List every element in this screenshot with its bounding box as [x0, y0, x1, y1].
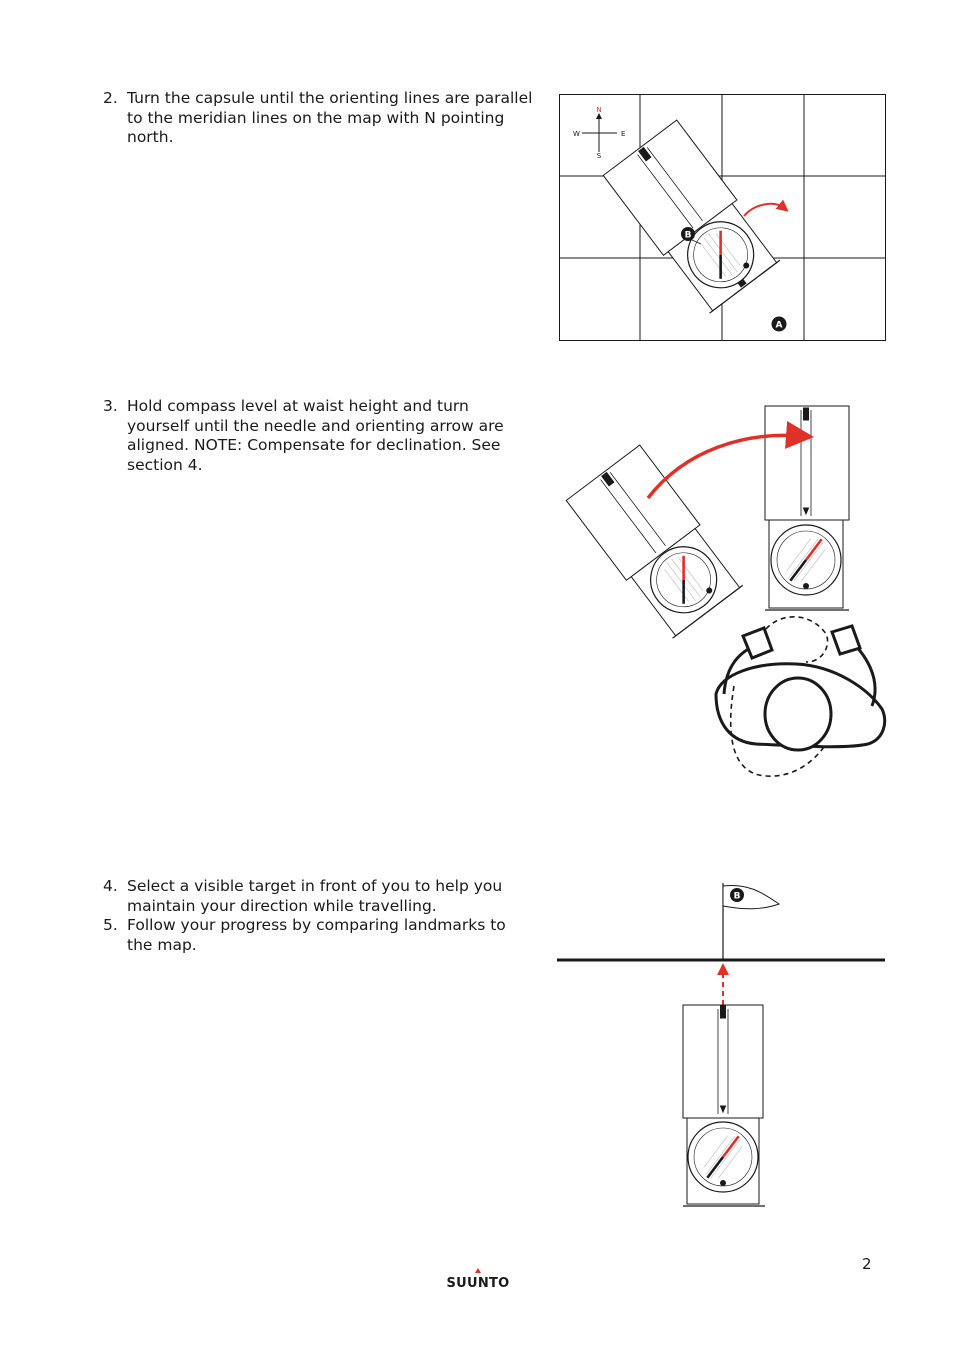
step-text: Select a visible target in front of you to help you maintain your direction while travelling. — [127, 877, 503, 915]
target-flag — [723, 883, 779, 960]
logo-text: SUUNTO — [446, 1276, 510, 1291]
suunto-logo — [438, 1268, 518, 1298]
upright-compass — [683, 1005, 765, 1206]
flag-label: B — [733, 891, 741, 902]
rose-n-label: N — [596, 106, 602, 114]
step-number: 3. — [103, 397, 118, 415]
instruction-step-2 — [103, 89, 533, 148]
instruction-step-5 — [103, 916, 533, 955]
instruction-step-3 — [103, 397, 533, 475]
svg-text:B: B — [684, 230, 692, 241]
rose-e-label: E — [621, 130, 626, 138]
rotated-compass — [566, 445, 744, 639]
step-number: 2. — [103, 89, 118, 107]
page-number: 2 — [862, 1255, 872, 1273]
step-text: Follow your progress by comparing landmarks to the map. — [127, 916, 506, 954]
compass-rose — [573, 106, 625, 160]
turn-yourself-figure — [556, 404, 892, 788]
rose-w-label: W — [573, 130, 580, 138]
person-top-view — [716, 617, 885, 776]
svg-text:A: A — [775, 320, 783, 331]
step-text: Hold compass level at waist height and turn yourself until the needle and orienting arrow are aligned. NOTE: Compensate for declination. See section 4. — [127, 397, 504, 474]
step-number: 4. — [103, 877, 118, 895]
rotated-compass — [603, 120, 781, 314]
marker-a — [772, 317, 787, 332]
marker-b — [681, 227, 695, 241]
step-text: Turn the capsule until the orienting lines are parallel to the meridian lines on the map with N pointing north. — [127, 89, 533, 146]
map-orientation-figure — [559, 94, 887, 342]
instruction-step-4 — [103, 877, 533, 916]
step-number: 5. — [103, 916, 118, 934]
follow-target-figure — [557, 877, 887, 1212]
logo-triangle-icon — [475, 1268, 481, 1273]
rose-s-label: S — [596, 152, 602, 160]
